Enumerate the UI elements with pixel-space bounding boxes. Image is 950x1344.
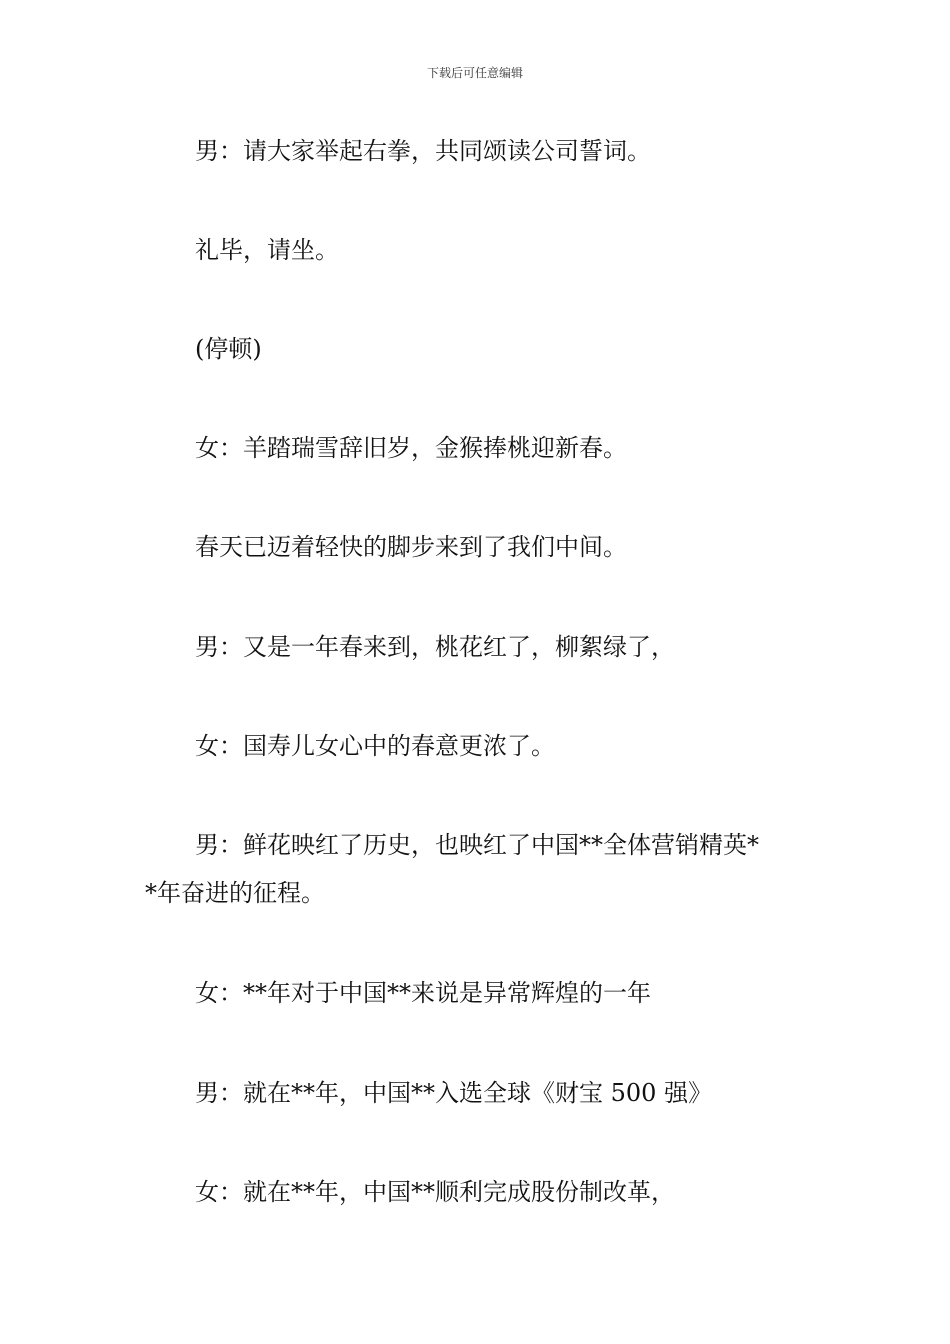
- dialogue-line: 女：**年对于中国**来说是异常辉煌的一年: [195, 979, 651, 1007]
- dialogue-line: 女：国寿儿女心中的春意更浓了。: [195, 732, 555, 760]
- dialogue-line: 女：羊踏瑞雪辞旧岁，金猴捧桃迎新春。: [195, 434, 627, 462]
- dialogue-line: 春天已迈着轻快的脚步来到了我们中间。: [195, 533, 627, 561]
- dialogue-line: 男：又是一年春来到，桃花红了，柳絮绿了，: [195, 633, 675, 661]
- dialogue-line: 男：鲜花映红了历史，也映红了中国**全体营销精英*: [195, 831, 759, 859]
- dialogue-line: 男：就在**年，中国**入选全球《财宝 500 强》: [195, 1079, 713, 1107]
- page-header-note: 下载后可任意编辑: [426, 66, 523, 80]
- dialogue-line: 女：就在**年，中国**顺利完成股份制改革，: [195, 1178, 675, 1206]
- dialogue-line: 男：请大家举起右拳，共同颂读公司誓词。: [195, 137, 651, 165]
- dialogue-line: 礼毕，请坐。: [195, 236, 339, 264]
- stage-direction: (停顿): [195, 335, 262, 363]
- dialogue-line-continuation: *年奋进的征程。: [145, 879, 325, 907]
